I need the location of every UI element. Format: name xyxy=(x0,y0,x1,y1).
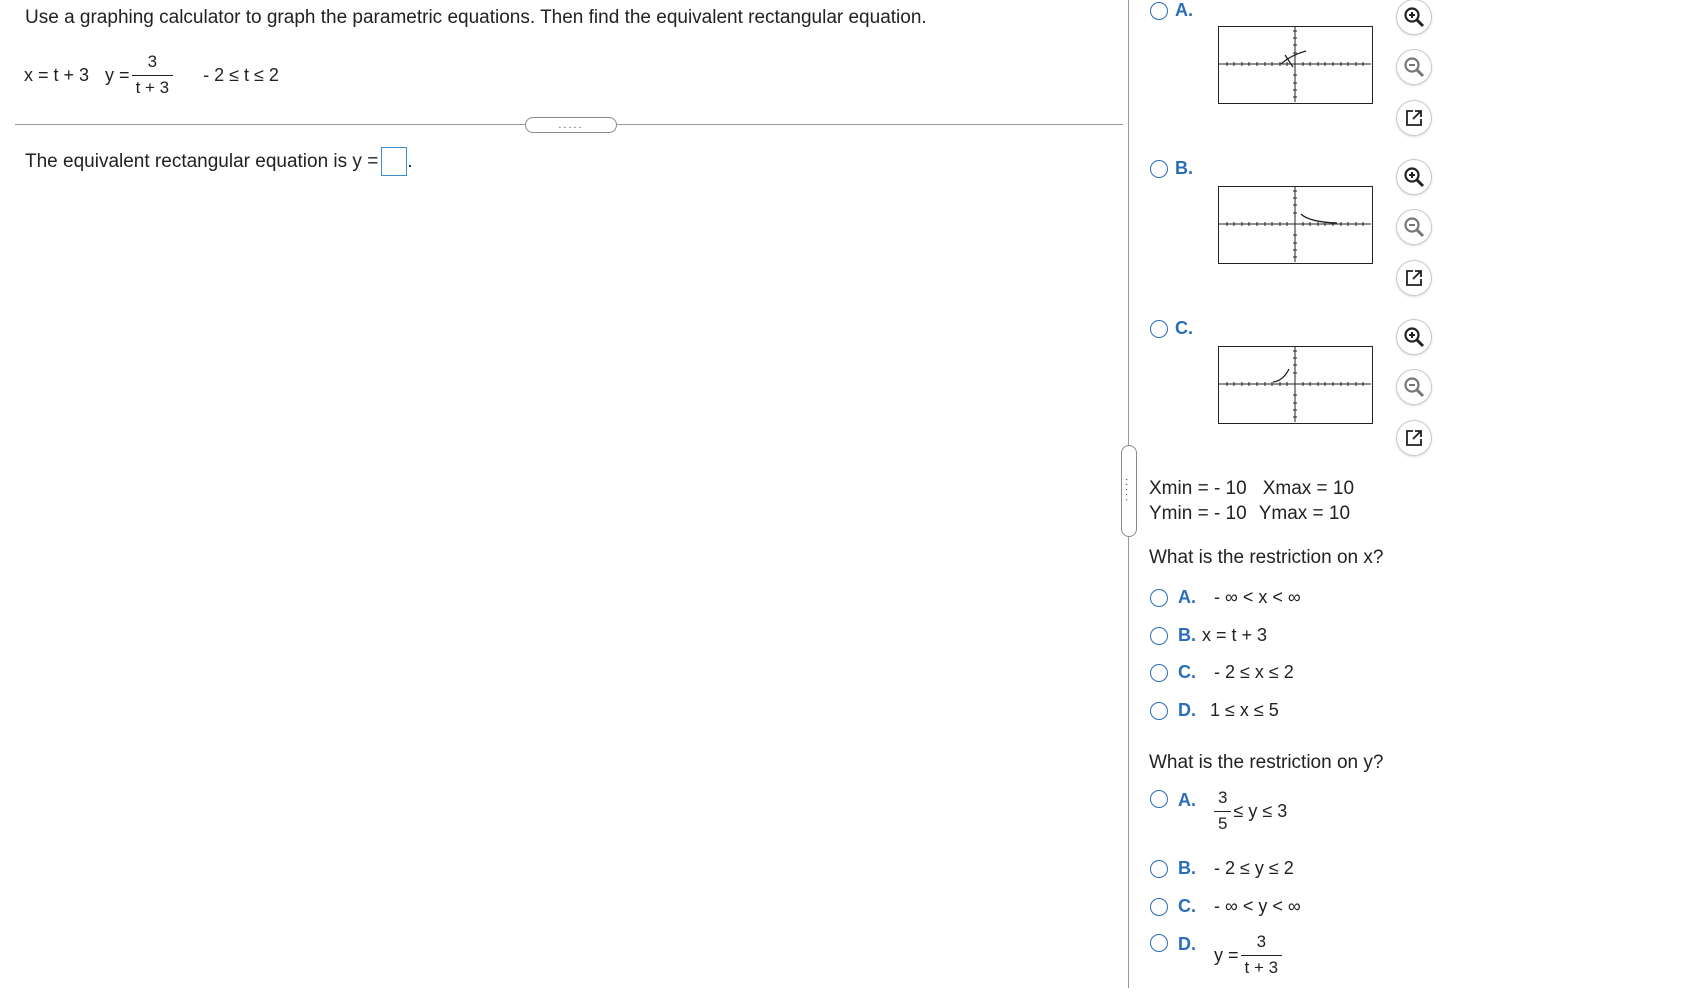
y-option-b-value: - 2 ≤ y ≤ 2 xyxy=(1214,858,1294,878)
y-option-a[interactable] xyxy=(1150,790,1287,834)
y-option-d-den: t + 3 xyxy=(1241,955,1283,978)
y-option-b-letter: B. xyxy=(1178,858,1196,878)
radio-x-b[interactable] xyxy=(1150,627,1168,645)
question-prompt: Use a graphing calculator to graph the parametric equations. Then find the equivalent rectangular equation. xyxy=(25,7,927,28)
y-option-d-letter: D. xyxy=(1178,934,1196,954)
y-option-d-fraction xyxy=(1241,932,1283,978)
graph-option-a[interactable] xyxy=(1150,0,1193,21)
popout-icon xyxy=(1404,428,1424,448)
zoom-in-icon xyxy=(1402,5,1426,29)
y-option-c-letter: C. xyxy=(1178,896,1196,916)
y-option-a-value: ≤ y ≤ 3 xyxy=(1233,800,1288,821)
y-option-b[interactable] xyxy=(1150,858,1294,879)
x-option-d-letter: D. xyxy=(1178,700,1196,720)
xmin: Xmin = - 10 xyxy=(1149,478,1247,499)
horizontal-resize-handle[interactable] xyxy=(525,117,617,133)
resize-dots: ..... xyxy=(558,118,584,131)
x-restriction-question: What is the restriction on x? xyxy=(1149,547,1384,568)
x-option-a[interactable] xyxy=(1150,587,1301,608)
ymin: Ymin = - 10 xyxy=(1149,503,1247,524)
zoom-in-icon xyxy=(1402,325,1426,349)
graph-option-c-letter: C. xyxy=(1175,318,1193,338)
resize-dots: ..... xyxy=(1123,478,1135,504)
graph-option-b[interactable] xyxy=(1150,158,1193,179)
parametric-equations xyxy=(24,52,279,98)
y-option-d-lhs: y = xyxy=(1214,944,1239,965)
zoom-in-button-c[interactable] xyxy=(1397,320,1431,354)
graph-c-plot xyxy=(1219,347,1371,422)
answer-input[interactable] xyxy=(381,147,407,176)
graph-option-b-letter: B. xyxy=(1175,158,1193,178)
zoom-out-icon xyxy=(1402,375,1426,399)
zoom-in-button-b[interactable] xyxy=(1397,160,1431,194)
radio-graph-c[interactable] xyxy=(1150,320,1168,338)
y-restriction-question: What is the restriction on y? xyxy=(1149,752,1384,773)
popout-button-c[interactable] xyxy=(1397,421,1431,455)
zoom-in-icon xyxy=(1402,165,1426,189)
zoom-out-icon xyxy=(1402,215,1426,239)
x-equation: x = t + 3 xyxy=(24,64,90,85)
radio-graph-b[interactable] xyxy=(1150,160,1168,178)
x-option-b-letter: B. xyxy=(1178,625,1196,645)
y-denominator: t + 3 xyxy=(132,75,174,98)
graph-a xyxy=(1218,26,1373,104)
t-range: - 2 ≤ t ≤ 2 xyxy=(203,64,279,85)
vertical-resize-handle[interactable] xyxy=(1121,445,1137,537)
y-option-a-letter: A. xyxy=(1178,790,1196,810)
answer-suffix: . xyxy=(407,150,413,172)
graph-b xyxy=(1218,186,1373,264)
zoom-out-button-b[interactable] xyxy=(1397,210,1431,244)
radio-y-a[interactable] xyxy=(1150,790,1168,808)
graph-c xyxy=(1218,346,1373,424)
x-option-d[interactable] xyxy=(1150,700,1279,721)
y-option-a-num: 3 xyxy=(1218,788,1228,807)
popout-button-b[interactable] xyxy=(1397,261,1431,295)
zoom-out-icon xyxy=(1402,55,1426,79)
y-equation-lhs: y = xyxy=(105,64,130,85)
x-option-a-letter: A. xyxy=(1178,587,1196,607)
xmax: Xmax = 10 xyxy=(1262,478,1355,499)
answer-prefix: The equivalent rectangular equation is y = xyxy=(25,150,379,172)
radio-y-b[interactable] xyxy=(1150,860,1168,878)
radio-y-c[interactable] xyxy=(1150,898,1168,916)
ymax: Ymax = 10 xyxy=(1258,503,1351,524)
radio-x-c[interactable] xyxy=(1150,664,1168,682)
zoom-out-button-a[interactable] xyxy=(1397,50,1431,84)
zoom-out-button-c[interactable] xyxy=(1397,370,1431,404)
y-option-a-fraction xyxy=(1214,788,1231,834)
graph-a-plot xyxy=(1219,27,1371,102)
window-settings xyxy=(1149,476,1354,526)
x-option-d-value: 1 ≤ x ≤ 5 xyxy=(1210,700,1279,720)
x-option-c-value: - 2 ≤ x ≤ 2 xyxy=(1214,662,1294,682)
popout-button-a[interactable] xyxy=(1397,101,1431,135)
graph-b-plot xyxy=(1219,187,1371,262)
popout-icon xyxy=(1404,108,1424,128)
y-fraction xyxy=(132,52,174,98)
answer-line xyxy=(25,147,413,176)
radio-x-d[interactable] xyxy=(1150,702,1168,720)
x-option-b-value: x = t + 3 xyxy=(1202,625,1268,645)
radio-graph-a[interactable] xyxy=(1150,2,1168,20)
radio-y-d[interactable] xyxy=(1150,934,1168,952)
zoom-in-button-a[interactable] xyxy=(1397,0,1431,34)
y-option-c[interactable] xyxy=(1150,896,1301,917)
radio-x-a[interactable] xyxy=(1150,589,1168,607)
x-option-a-value: - ∞ < x < ∞ xyxy=(1214,587,1301,607)
x-option-b[interactable] xyxy=(1150,625,1267,646)
x-option-c[interactable] xyxy=(1150,662,1294,683)
y-numerator: 3 xyxy=(147,52,158,71)
x-option-c-letter: C. xyxy=(1178,662,1196,682)
graph-option-a-letter: A. xyxy=(1175,0,1193,20)
graph-option-c[interactable] xyxy=(1150,318,1193,339)
y-option-a-den: 5 xyxy=(1214,811,1231,834)
popout-icon xyxy=(1404,268,1424,288)
y-option-c-value: - ∞ < y < ∞ xyxy=(1214,896,1301,916)
y-option-d-num: 3 xyxy=(1256,932,1267,951)
y-option-d[interactable] xyxy=(1150,934,1282,978)
